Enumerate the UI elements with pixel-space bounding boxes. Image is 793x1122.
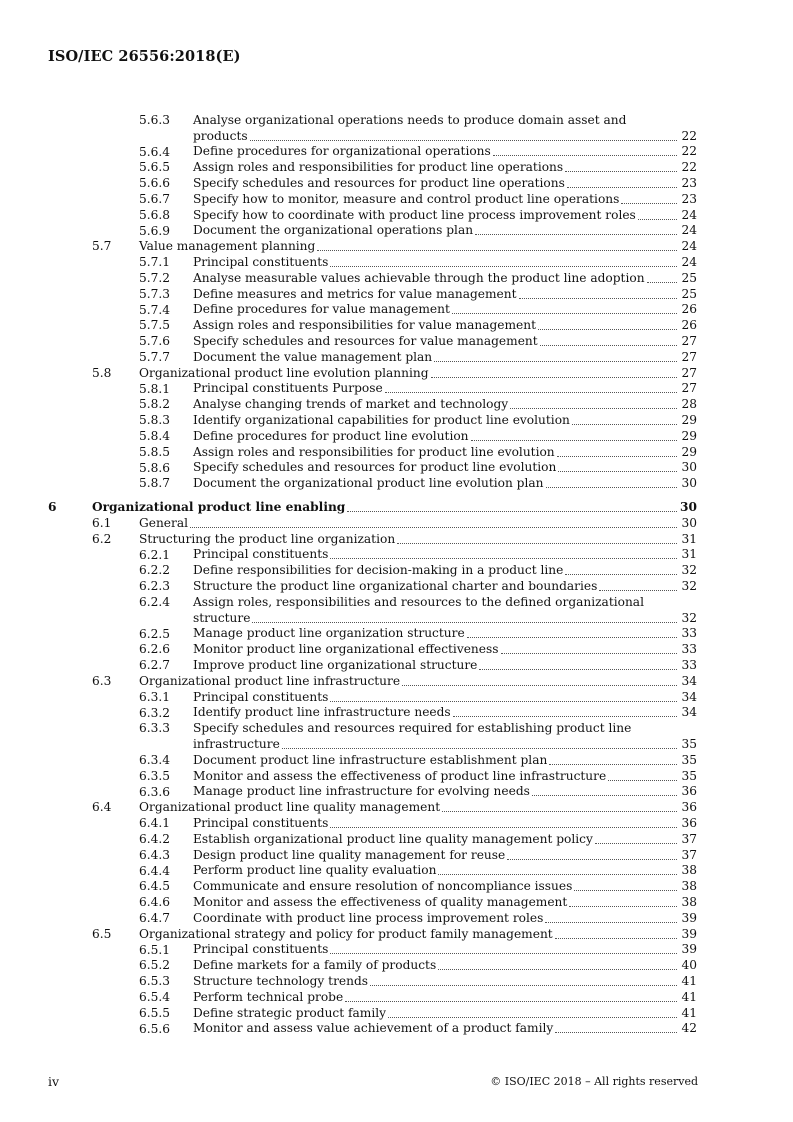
- dot-leader: [385, 392, 677, 393]
- dot-leader: [574, 890, 677, 891]
- dot-leader: [442, 811, 677, 812]
- dot-leader: [569, 906, 677, 907]
- toc-entry-page: 41: [681, 1005, 697, 1020]
- toc-entry-page: 42: [681, 1021, 697, 1036]
- toc-entry-page: 22: [681, 128, 697, 143]
- dot-leader: [330, 266, 677, 267]
- dot-leader: [250, 140, 677, 141]
- toc-entry-number: 6.3.4: [139, 753, 171, 767]
- toc-entry[interactable]: [0, 547, 793, 563]
- dot-leader: [330, 701, 677, 702]
- toc-entry-page: 32: [681, 578, 697, 593]
- dot-leader: [507, 859, 677, 860]
- toc-entry[interactable]: [0, 894, 793, 910]
- dot-leader: [565, 574, 677, 575]
- toc-entry[interactable]: [0, 799, 793, 815]
- toc-entry-title: Define responsibilities for decision-making in a product line: [193, 563, 564, 578]
- toc-entry[interactable]: [0, 159, 793, 175]
- dot-leader: [555, 938, 677, 939]
- toc-entry[interactable]: [0, 333, 793, 349]
- toc-entry-number: 6.5.4: [139, 990, 171, 1004]
- toc-entry-page: 22: [681, 144, 697, 159]
- dot-leader: [452, 313, 677, 314]
- toc-entry-title: Organizational product line infrastructure: [139, 673, 401, 688]
- toc-entry-page: 38: [681, 863, 697, 878]
- toc-entry-title: Specify schedules and resources required for establishing product line: [193, 721, 632, 736]
- toc-entry-title: Define strategic product family: [193, 1005, 387, 1020]
- toc-entry[interactable]: [0, 531, 793, 547]
- toc-entry[interactable]: [0, 973, 793, 989]
- toc-entry-page: 29: [681, 428, 697, 443]
- dot-leader: [501, 653, 677, 654]
- toc-entry[interactable]: [0, 878, 793, 894]
- toc-entry-title: Principal constituents: [193, 689, 329, 704]
- toc-entry-page: 36: [681, 800, 697, 815]
- toc-entry-number: 6.4.3: [139, 847, 171, 862]
- dot-leader: [330, 953, 677, 954]
- toc-entry-number: 6.1: [92, 516, 112, 530]
- toc-entry-number: 5.8.1: [139, 381, 171, 396]
- toc-entry-number: 6.5.6: [139, 1021, 171, 1036]
- toc-entry-page: 31: [681, 547, 697, 562]
- toc-entry[interactable]: [0, 238, 793, 254]
- dot-leader: [317, 250, 677, 251]
- toc-entry-title: Document product line infrastructure establishment plan: [193, 752, 548, 767]
- dot-leader: [467, 637, 677, 638]
- toc-entry[interactable]: [0, 847, 793, 863]
- toc-entry-title: Organizational product line enabling: [92, 499, 346, 514]
- toc-entry-title: Principal constituents: [193, 815, 329, 830]
- toc-entry-page: 37: [681, 847, 697, 862]
- toc-entry-number: 5.6.9: [139, 223, 171, 238]
- toc-entry-page: 33: [681, 626, 697, 641]
- toc-entry-title: Analyse measurable values achievable through the product line adoption: [193, 270, 645, 285]
- toc-entry[interactable]: [0, 578, 793, 594]
- dot-leader: [282, 748, 677, 749]
- toc-entry-title: Document the organizational product line evolution plan: [193, 476, 544, 491]
- toc-entry[interactable]: [0, 175, 793, 191]
- toc-entry-number: 5.6.4: [139, 144, 171, 159]
- toc-entry-number: 6.5.5: [139, 1005, 171, 1020]
- dot-leader: [493, 155, 677, 156]
- toc-entry[interactable]: [0, 926, 793, 942]
- toc-entry-title: Define markets for a family of products: [193, 958, 437, 973]
- dot-leader: [347, 511, 677, 512]
- dot-leader: [453, 716, 677, 717]
- toc-entry[interactable]: [0, 641, 793, 657]
- toc-entry-number: 5.7.5: [139, 318, 171, 333]
- toc-entry-title: Principal constituents: [193, 547, 329, 562]
- toc-entry-title: Specify schedules and resources for value management: [193, 333, 538, 348]
- toc-entry-number: 6.3.2: [139, 705, 171, 720]
- toc-entry-page: 33: [681, 657, 697, 672]
- dot-leader: [519, 298, 678, 299]
- toc-entry[interactable]: [0, 499, 793, 515]
- dot-leader: [475, 234, 677, 235]
- toc-entry-title: Structuring the product line organization: [139, 531, 396, 546]
- toc-entry[interactable]: [0, 144, 793, 160]
- toc-entry[interactable]: [0, 191, 793, 207]
- toc-entry-number: 6.2.5: [139, 626, 171, 641]
- toc-entry-title: Perform product line quality evaluation: [193, 863, 437, 878]
- toc-entry-title: Specify how to monitor, measure and control product line operations: [193, 191, 620, 206]
- toc-entry-number: 6.4.1: [139, 816, 171, 831]
- toc-entry-page: 39: [681, 942, 697, 957]
- toc-entry-number: 5.7.6: [139, 334, 171, 349]
- toc-entry-page: 38: [681, 879, 697, 894]
- toc-entry-title: Perform technical probe: [193, 989, 344, 1004]
- toc-entry-page: 34: [681, 705, 697, 720]
- toc-entry-page: 34: [681, 673, 697, 688]
- toc-entry-page: 39: [681, 910, 697, 925]
- toc-entry-title: Assign roles and responsibilities for product line evolution: [193, 444, 555, 459]
- toc-entry-page: 23: [681, 191, 697, 206]
- dot-leader: [370, 985, 677, 986]
- dot-leader: [438, 874, 677, 875]
- toc-entry-title: Structure the product line organizational charter and boundaries: [193, 578, 598, 593]
- toc-entry-title: Identify organizational capabilities for product line evolution: [193, 412, 570, 427]
- dot-leader: [621, 203, 677, 204]
- toc-entry-number: 5.6.5: [139, 160, 171, 175]
- toc-entry[interactable]: [0, 349, 793, 365]
- toc-entry-number: 5.7.3: [139, 286, 171, 301]
- toc-entry[interactable]: [0, 705, 793, 721]
- dot-leader: [397, 543, 677, 544]
- toc-entry-title: Principal constituents Purpose: [193, 381, 383, 396]
- toc-entry-number: 6.5.2: [139, 958, 171, 973]
- dot-leader: [572, 424, 677, 425]
- toc-entry-page: 26: [681, 318, 697, 333]
- dot-leader: [558, 471, 677, 472]
- toc-entry-number: 5.8.3: [139, 413, 171, 428]
- dot-leader: [538, 329, 677, 330]
- toc-entry-page: 24: [681, 254, 697, 269]
- toc-entry-title-continued: products: [193, 128, 248, 143]
- toc-entry-number: 5.7.7: [139, 350, 171, 364]
- toc-entry-page: 24: [681, 239, 697, 254]
- toc-entry-page: 27: [681, 381, 697, 396]
- toc-entry-page: 30: [681, 515, 697, 530]
- toc-entry-number: 6.2.1: [139, 547, 171, 562]
- dot-leader: [599, 590, 677, 591]
- toc-entry-number: 6.4.5: [139, 879, 171, 894]
- toc-entry-page: 30: [681, 460, 697, 475]
- toc-entry[interactable]: [0, 689, 793, 705]
- toc-entry-number: 6.2.4: [139, 595, 171, 609]
- dot-leader: [555, 1032, 677, 1033]
- dot-leader: [647, 282, 677, 283]
- toc-entry-title: Analyse changing trends of market and technology: [193, 397, 509, 412]
- toc-entry-title: Specify how to coordinate with product line process improvement roles: [193, 207, 636, 222]
- toc-entry[interactable]: [0, 270, 793, 286]
- toc-entry-number: 6.2.6: [139, 642, 171, 657]
- toc-entry-page: 23: [681, 175, 697, 190]
- toc-entry-page: 34: [681, 689, 697, 704]
- dot-leader: [532, 795, 677, 796]
- toc-entry-title: Identify product line infrastructure needs: [193, 705, 451, 720]
- toc-entry-number: 6: [48, 500, 57, 515]
- toc-entry-title: Organizational product line quality management: [139, 800, 441, 815]
- toc-entry[interactable]: [0, 594, 793, 626]
- toc-entry[interactable]: [0, 396, 793, 412]
- toc-entry-page: 27: [681, 365, 697, 380]
- dot-leader: [345, 1001, 677, 1002]
- toc-entry-page: 36: [681, 784, 697, 799]
- dot-leader: [565, 171, 677, 172]
- toc-entry-title: Specify schedules and resources for product line evolution: [193, 460, 557, 475]
- toc-entry-title: Value management planning: [139, 239, 316, 254]
- toc-entry-title: Monitor product line organizational effectiveness: [193, 642, 499, 657]
- toc-entry-title: Manage product line organization structure: [193, 626, 465, 641]
- toc-entry-page: 38: [681, 894, 697, 909]
- dot-leader: [608, 780, 677, 781]
- toc-entry-title: Communicate and ensure resolution of noncompliance issues: [193, 879, 573, 894]
- toc-entry-title: Establish organizational product line quality management policy: [193, 831, 593, 846]
- toc-entry-page: 29: [681, 444, 697, 459]
- toc-entry-page: 35: [681, 736, 697, 751]
- toc-entry[interactable]: [0, 815, 793, 831]
- toc-entry[interactable]: [0, 302, 793, 318]
- toc-entry-page: 40: [681, 958, 697, 973]
- toc-entry-number: 6.3.6: [139, 784, 171, 799]
- toc-entry[interactable]: [0, 562, 793, 578]
- copyright-notice: © ISO/IEC 2018 – All rights reserved: [490, 1075, 698, 1088]
- toc-entry-title: General: [139, 515, 188, 530]
- toc-entry-page: 32: [681, 610, 697, 625]
- toc-entry-number: 5.8.2: [139, 397, 171, 412]
- toc-entry[interactable]: [0, 112, 793, 144]
- toc-entry-page: 39: [681, 926, 697, 941]
- toc-entry[interactable]: [0, 910, 793, 926]
- toc-entry-page: 25: [681, 286, 697, 301]
- toc-entry-number: 5.7.2: [139, 271, 171, 285]
- toc-entry-title: Assign roles and responsibilities for value management: [193, 318, 536, 333]
- toc-entry-page: 30: [680, 499, 697, 514]
- toc-entry[interactable]: [0, 720, 793, 752]
- toc-entry[interactable]: [0, 286, 793, 302]
- dot-leader: [557, 456, 677, 457]
- dot-leader: [546, 487, 678, 488]
- toc-entry-title: Improve product line organizational structure: [193, 657, 478, 672]
- toc-entry-title-continued: structure: [193, 610, 251, 625]
- toc-entry-page: 37: [681, 831, 697, 846]
- toc-entry-number: 6.5: [92, 926, 112, 941]
- toc-entry-title: Monitor and assess the effectiveness of quality management: [193, 894, 568, 909]
- toc-entry-title: Manage product line infrastructure for evolving needs: [193, 784, 530, 799]
- toc-entry-number: 6.3: [92, 674, 112, 688]
- toc-entry-page: 41: [681, 973, 697, 988]
- dot-leader: [540, 345, 677, 346]
- toc-entry-page: 24: [681, 223, 697, 238]
- toc-entry-number: 5.7.4: [139, 302, 171, 317]
- dot-leader: [434, 361, 677, 362]
- toc-entry[interactable]: [0, 444, 793, 460]
- toc-entry-number: 5.6.6: [139, 176, 171, 191]
- toc-entry[interactable]: [0, 831, 793, 847]
- toc-entry-number: 6.4.4: [139, 863, 171, 878]
- toc-entry[interactable]: [0, 768, 793, 784]
- toc-entry-number: 5.8.4: [139, 429, 171, 443]
- toc-entry-title: Assign roles and responsibilities for product line operations: [193, 160, 564, 175]
- toc-entry-number: 5.8.5: [139, 444, 171, 459]
- toc-entry-title: Design product line quality management for reuse: [193, 847, 506, 862]
- toc-entry[interactable]: [0, 515, 793, 531]
- toc-entry[interactable]: [0, 752, 793, 768]
- toc-entry-page: 24: [681, 207, 697, 222]
- toc-entry[interactable]: [0, 989, 793, 1005]
- toc-entry-title: Organizational strategy and policy for product family management: [139, 926, 553, 941]
- toc-entry-number: 6.2.2: [139, 563, 171, 578]
- toc-entry-title: Monitor and assess the effectiveness of product line infrastructure: [193, 768, 607, 783]
- toc-entry-number: 6.2: [92, 531, 112, 546]
- dot-leader: [330, 827, 677, 828]
- toc-entry-number: 5.6.3: [139, 113, 171, 127]
- toc-entry-number: 6.4: [92, 800, 112, 815]
- toc-entry[interactable]: [0, 223, 793, 239]
- toc-entry-number: 6.3.3: [139, 721, 171, 736]
- toc-entry-page: 41: [681, 989, 697, 1004]
- toc-entry-title: Document the value management plan: [193, 349, 433, 364]
- dot-leader: [595, 843, 677, 844]
- toc-entry[interactable]: [0, 942, 793, 958]
- toc-entry-title-continued: infrastructure: [193, 736, 280, 751]
- toc-entry-page: 31: [681, 531, 697, 546]
- toc-entry-title: Assign roles, responsibilities and resources to the defined organizational: [193, 595, 644, 609]
- toc-entry-title: Specify schedules and resources for product line operations: [193, 175, 565, 190]
- toc-entry-number: 6.4.6: [139, 895, 171, 910]
- dot-leader: [479, 669, 677, 670]
- dot-leader: [510, 408, 677, 409]
- toc-entry-page: 32: [681, 563, 697, 578]
- toc-entry[interactable]: [0, 1005, 793, 1021]
- dot-leader: [388, 1017, 677, 1018]
- toc-entry-number: 6.5.3: [139, 974, 171, 989]
- toc-entry-number: 5.8: [92, 365, 112, 380]
- toc-entry-number: 5.6.8: [139, 207, 171, 222]
- toc-entry-title: Define procedures for organizational operations: [193, 144, 491, 159]
- toc-entry-title: Define procedures for value management: [193, 302, 450, 317]
- toc-entry-page: 25: [681, 270, 697, 285]
- dot-leader: [567, 187, 677, 188]
- toc-entry-page: 35: [681, 752, 697, 767]
- toc-entry[interactable]: [0, 657, 793, 673]
- toc-entry[interactable]: [0, 365, 793, 381]
- dot-leader: [431, 377, 677, 378]
- toc-entry-page: 27: [681, 349, 697, 364]
- toc-entry[interactable]: [0, 784, 793, 800]
- toc-entry-number: 6.2.7: [139, 658, 171, 673]
- toc-entry[interactable]: [0, 673, 793, 689]
- toc-entry[interactable]: [0, 475, 793, 491]
- toc-entry-title: Principal constituents: [193, 254, 329, 269]
- toc-entry-page: 36: [681, 815, 697, 830]
- toc-entry-number: 6.3.1: [139, 689, 171, 704]
- toc-entry-number: 6.4.2: [139, 832, 171, 846]
- dot-leader: [471, 440, 677, 441]
- toc-entry[interactable]: [0, 957, 793, 973]
- toc-entry-title: Analyse organizational operations needs to produce domain asset and: [193, 113, 627, 127]
- dot-leader: [549, 764, 677, 765]
- dot-leader: [330, 558, 677, 559]
- toc-entry[interactable]: [0, 460, 793, 476]
- dot-leader: [638, 219, 677, 220]
- toc-entry-title: Define measures and metrics for value management: [193, 286, 517, 301]
- toc-entry[interactable]: [0, 317, 793, 333]
- dot-leader: [190, 527, 677, 528]
- toc-entry-page: 27: [681, 333, 697, 348]
- toc-entry-number: 6.3.5: [139, 768, 171, 783]
- toc-entry-page: 30: [681, 476, 697, 491]
- toc-entry[interactable]: [0, 412, 793, 428]
- toc-entry[interactable]: [0, 1021, 793, 1037]
- toc-entry-title: Organizational product line evolution planning: [139, 365, 429, 380]
- toc-entry-number: 5.8.7: [139, 476, 171, 491]
- page-number: iv: [48, 1074, 60, 1089]
- toc-entry-title: Structure technology trends: [193, 973, 369, 988]
- toc-entry-page: 28: [681, 397, 697, 412]
- toc-entry[interactable]: [0, 381, 793, 397]
- toc-entry-page: 26: [681, 302, 697, 317]
- toc-entry-number: 5.6.7: [139, 192, 171, 206]
- toc-entry[interactable]: [0, 254, 793, 270]
- toc-entry-number: 6.2.3: [139, 579, 171, 594]
- toc-entry-number: 5.7.1: [139, 255, 171, 270]
- toc-entry[interactable]: [0, 626, 793, 642]
- toc-entry-title: Define procedures for product line evolution: [193, 428, 469, 443]
- toc-entry-number: 6.5.1: [139, 942, 171, 957]
- toc-entry-title: Document the organizational operations plan: [193, 223, 474, 238]
- toc-entry-number: 5.7: [92, 239, 112, 254]
- dot-leader: [402, 685, 677, 686]
- toc-entry-number: 5.8.6: [139, 460, 171, 475]
- toc-entry-title: Monitor and assess value achievement of a product family: [193, 1021, 554, 1036]
- toc-entry-page: 33: [681, 642, 697, 657]
- document-header: ISO/IEC 26556:2018(E): [48, 48, 241, 65]
- dot-leader: [252, 622, 677, 623]
- toc-entry-page: 35: [681, 768, 697, 783]
- toc-entry[interactable]: [0, 863, 793, 879]
- toc-entry[interactable]: [0, 207, 793, 223]
- toc-entry-page: 22: [681, 160, 697, 175]
- toc-entry[interactable]: [0, 428, 793, 444]
- toc-entry-number: 6.4.7: [139, 911, 171, 925]
- toc-entry-title: Principal constituents: [193, 942, 329, 957]
- dot-leader: [545, 922, 677, 923]
- dot-leader: [438, 969, 677, 970]
- toc-entry-title: Coordinate with product line process improvement roles: [193, 910, 544, 925]
- toc-entry-page: 29: [681, 412, 697, 427]
